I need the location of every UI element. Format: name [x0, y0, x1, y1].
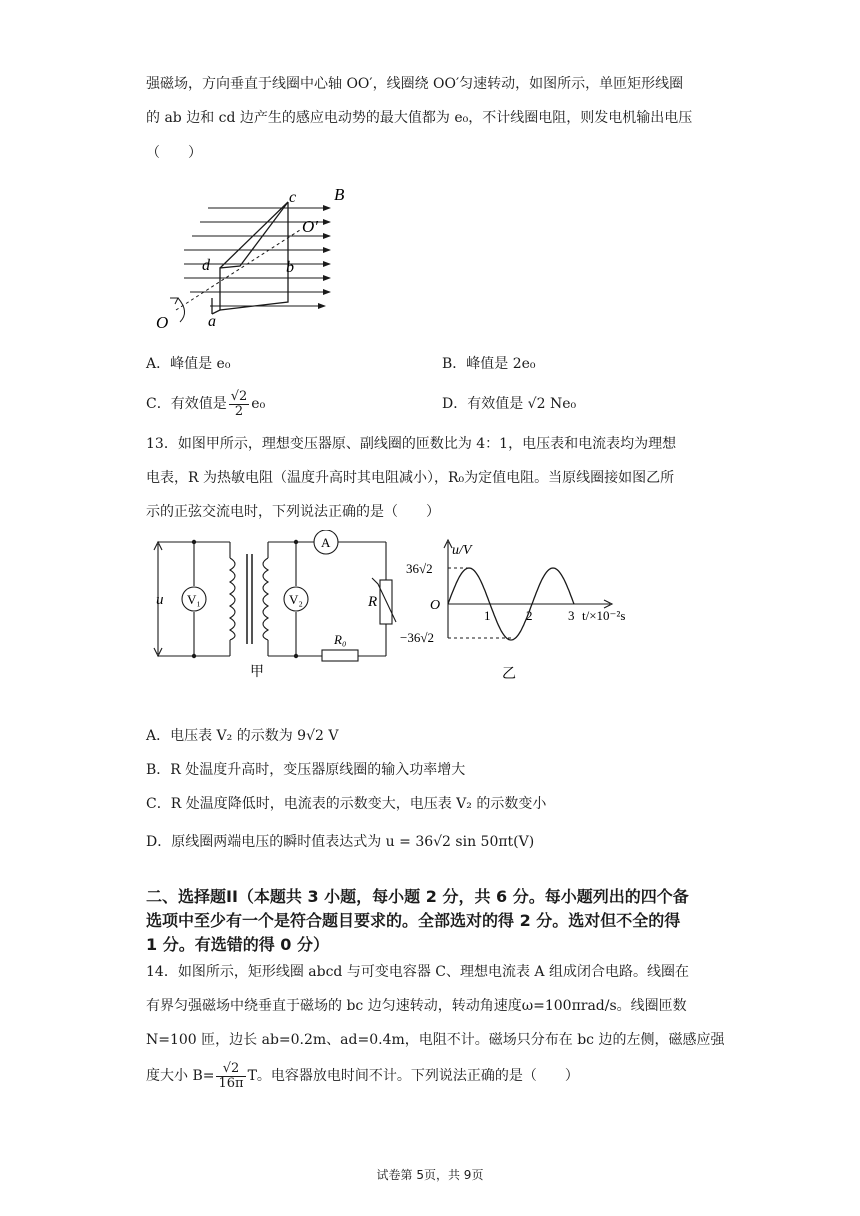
- q12-option-b: B．峰值是 2e₀: [442, 356, 536, 372]
- label-v1: V₁: [187, 592, 201, 607]
- axis-oo: [176, 230, 300, 310]
- q13-line3: 示的正弦交流电时，下列说法正确的是（ ）: [146, 504, 440, 520]
- q12-line2: 的 ab 边和 cd 边产生的感应电动势的最大值都为 e₀，不计线圈电阻，则发电机输出电压: [146, 110, 693, 126]
- label-c: c: [289, 189, 297, 206]
- q13-option-a: A．电压表 V₂ 的示数为 9√2 V: [146, 728, 339, 744]
- q12-line1: 强磁场，方向垂直于线圈中心轴 OO′，线圈绕 OO′匀速转动，如图所示，单匝矩形线圈: [146, 76, 684, 92]
- label-t2: 2: [526, 608, 533, 623]
- q13-option-c: C．R 处温度降低时，电流表的示数变大，电压表 V₂ 的示数变小: [146, 796, 547, 812]
- label-d: d: [202, 257, 210, 274]
- q14-line1: 14．如图所示，矩形线圈 abcd 与可变电容器 C、理想电流表 A 组成闭合电路。线圈在: [146, 964, 689, 980]
- label-o-prime: O′: [302, 217, 318, 236]
- q12-option-d: D．有效值是 √2 Ne₀: [442, 396, 577, 412]
- q13-option-d: D．原线圈两端电压的瞬时值表达式为 u = 36√2 sin 50πt(V): [146, 834, 535, 850]
- label-jia: 甲: [250, 665, 264, 680]
- label-origin: O: [430, 598, 441, 613]
- q14-line2: 有界匀强磁场中绕垂直于磁场的 bc 边匀速转动，转动角速度ω=100πrad/s。线圈匝数: [146, 998, 687, 1014]
- transformer-circuit-figure: [146, 530, 406, 680]
- label-u: u: [156, 592, 164, 608]
- label-r: R: [368, 594, 378, 610]
- sine-wave-figure: [398, 534, 638, 682]
- label-b-field: B: [334, 185, 345, 204]
- label-x-axis: t/×10⁻²s: [582, 608, 626, 623]
- label-ymax: 36√2: [406, 561, 433, 576]
- label-v2: V₂: [289, 592, 303, 607]
- label-r0: R₀: [334, 632, 347, 647]
- q12-line3: （ ）: [146, 145, 202, 161]
- label-t3: 3: [568, 608, 575, 623]
- q13-line2: 电表，R 为热敏电阻（温度升高时其电阻减小），R₀为定值电阻。当原线圈接如图乙所: [146, 470, 675, 486]
- label-y-axis: u/V: [452, 543, 472, 558]
- label-a-meter: A: [321, 535, 331, 550]
- coil: [220, 202, 288, 310]
- coil-figure: [150, 180, 360, 335]
- page-footer: 试卷第 5页，共 9页: [376, 1168, 484, 1182]
- q13-option-b: B．R 处温度升高时，变压器原线圈的输入功率增大: [146, 762, 466, 778]
- label-o: O: [156, 313, 169, 332]
- label-a: a: [208, 313, 216, 330]
- q13-line1: 13．如图甲所示，理想变压器原、副线圈的匝数比为 4：1，电压表和电流表均为理想: [146, 436, 677, 452]
- q14-line3: N=100 匝，边长 ab=0.2m、ad=0.4m，电阻不计。磁场只分布在 bc 边的左侧，磁感应强: [146, 1032, 725, 1048]
- resistor-r0: [322, 650, 358, 661]
- label-t1: 1: [484, 608, 491, 623]
- label-ymin: −36√2: [400, 630, 434, 645]
- q14-line4: 度大小 B= $\frac{√2}{16\pi}$ T。电容器放电时间不计。下列说法正确的是（ ）: [146, 1060, 579, 1091]
- label-yi: 乙: [502, 667, 516, 682]
- q12-option-a: A．峰值是 e₀: [146, 356, 231, 372]
- q12-option-c: C．有效值是 $\frac{√2}{2}$ e₀: [146, 388, 266, 419]
- section2-line3: 1 分。有选错的得 0 分）: [146, 935, 329, 954]
- label-b: b: [286, 259, 294, 276]
- section2-line2: 选项中至少有一个是符合题目要求的。全部选对的得 2 分。选对但不全的得: [146, 911, 681, 930]
- section2-line1: 二、选择题II（本题共 3 小题，每小题 2 分，共 6 分。每小题列出的四个备: [146, 887, 689, 906]
